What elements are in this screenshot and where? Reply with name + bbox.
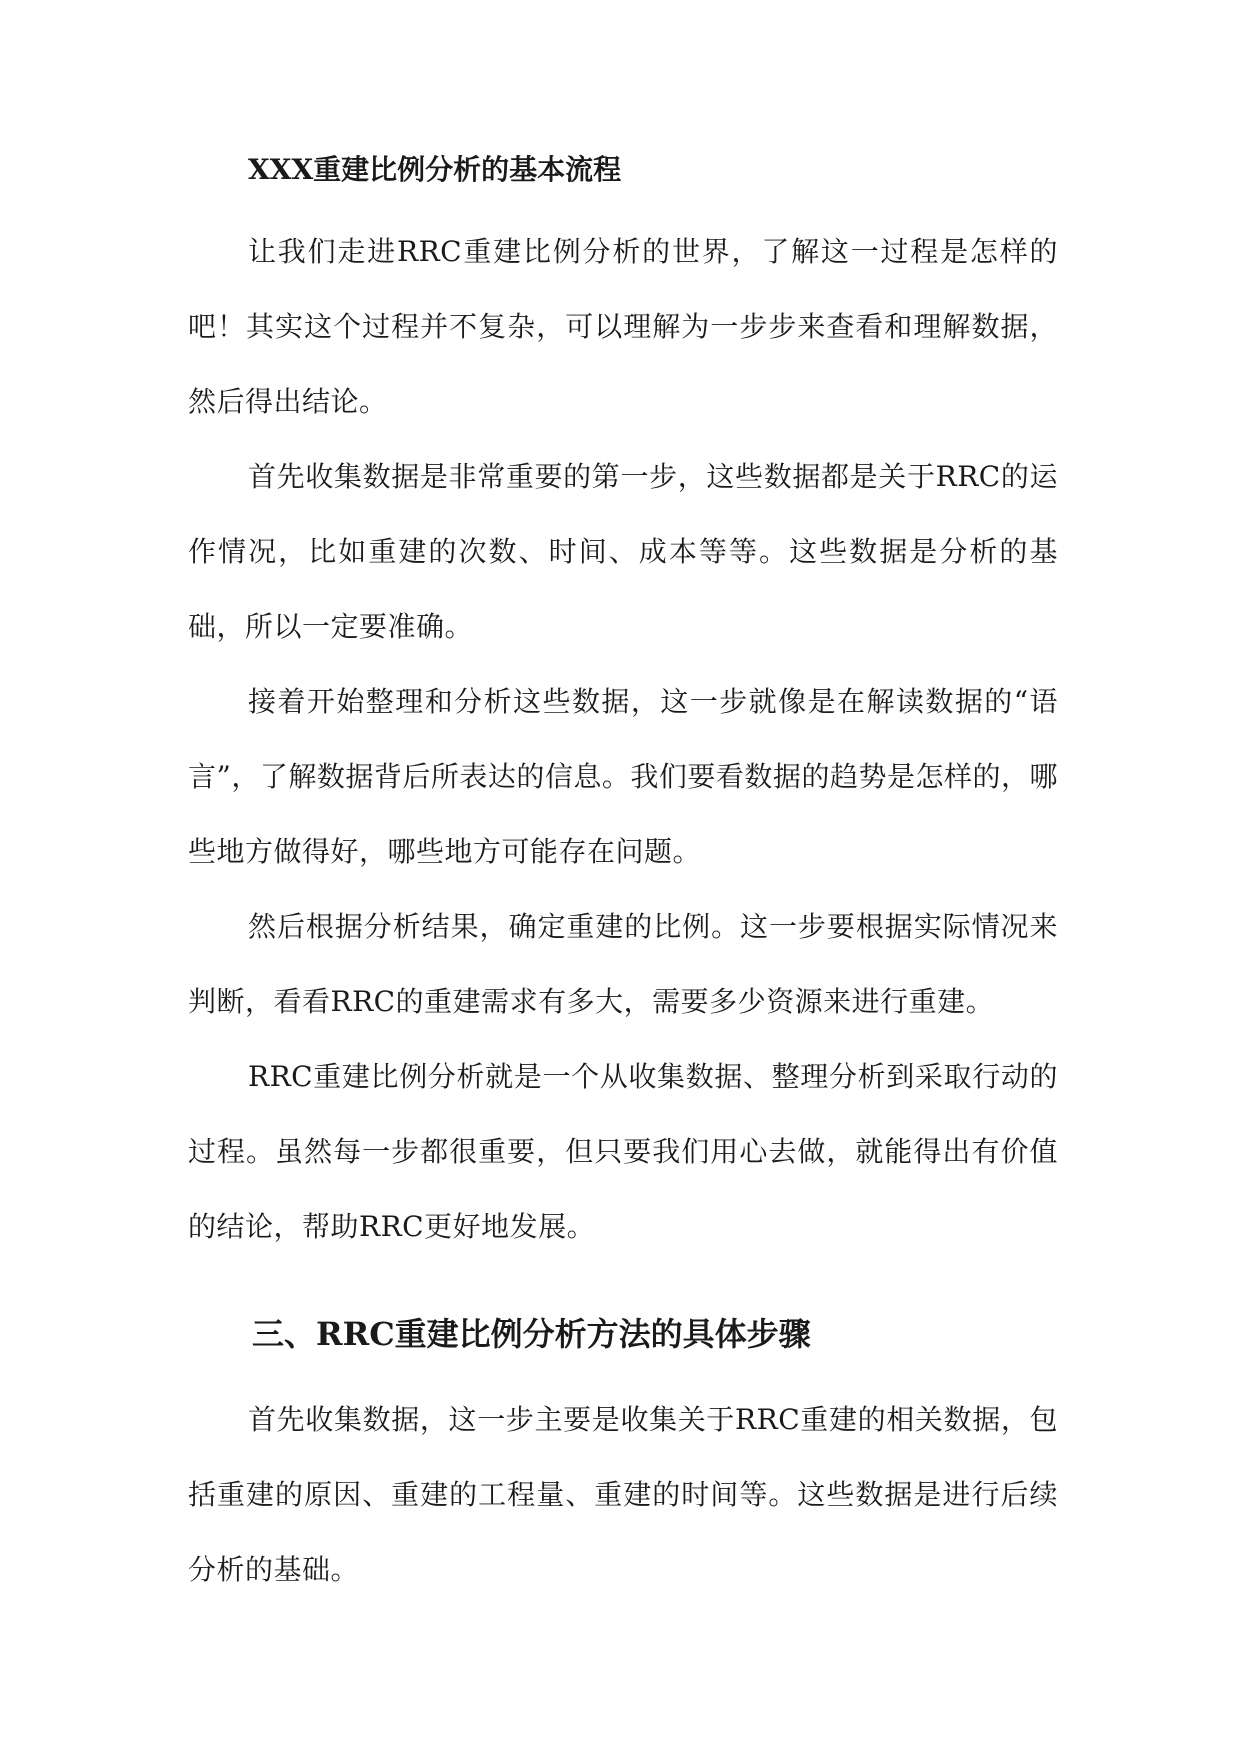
document-body <box>188 150 1058 1607</box>
body-paragraph: 首先收集数据是非常重要的第一步，这些数据都是关于RRC的运作情况，比如重建的次数、时间、成本等等。这些数据是分析的基础，所以一定要准确。 <box>188 460 1058 643</box>
section-title: XXX重建比例分析的基本流程 <box>248 153 622 186</box>
chapter-title: 三、RRC重建比例分析方法的具体步骤 <box>252 1315 811 1353</box>
body-paragraph: 让我们走进RRC重建比例分析的世界，了解这一过程是怎样的吧！其实这个过程并不复杂，可以理解为一步步来查看和理解数据，然后得出结论。 <box>188 235 1058 418</box>
body-paragraph: 然后根据分析结果，确定重建的比例。这一步要根据实际情况来判断，看看RRC的重建需求有多大，需要多少资源来进行重建。 <box>188 910 1058 1018</box>
body-paragraph: RRC重建比例分析就是一个从收集数据、整理分析到采取行动的过程。虽然每一步都很重要，但只要我们用心去做，就能得出有价值的结论，帮助RRC更好地发展。 <box>188 1060 1058 1243</box>
body-paragraph: 接着开始整理和分析这些数据，这一步就像是在解读数据的“语言”，了解数据背后所表达的信息。我们要看数据的趋势是怎样的，哪些地方做得好，哪些地方可能存在问题。 <box>188 685 1058 868</box>
body-paragraph: 首先收集数据，这一步主要是收集关于RRC重建的相关数据，包括重建的原因、重建的工程量、重建的时间等。这些数据是进行后续分析的基础。 <box>188 1403 1058 1586</box>
